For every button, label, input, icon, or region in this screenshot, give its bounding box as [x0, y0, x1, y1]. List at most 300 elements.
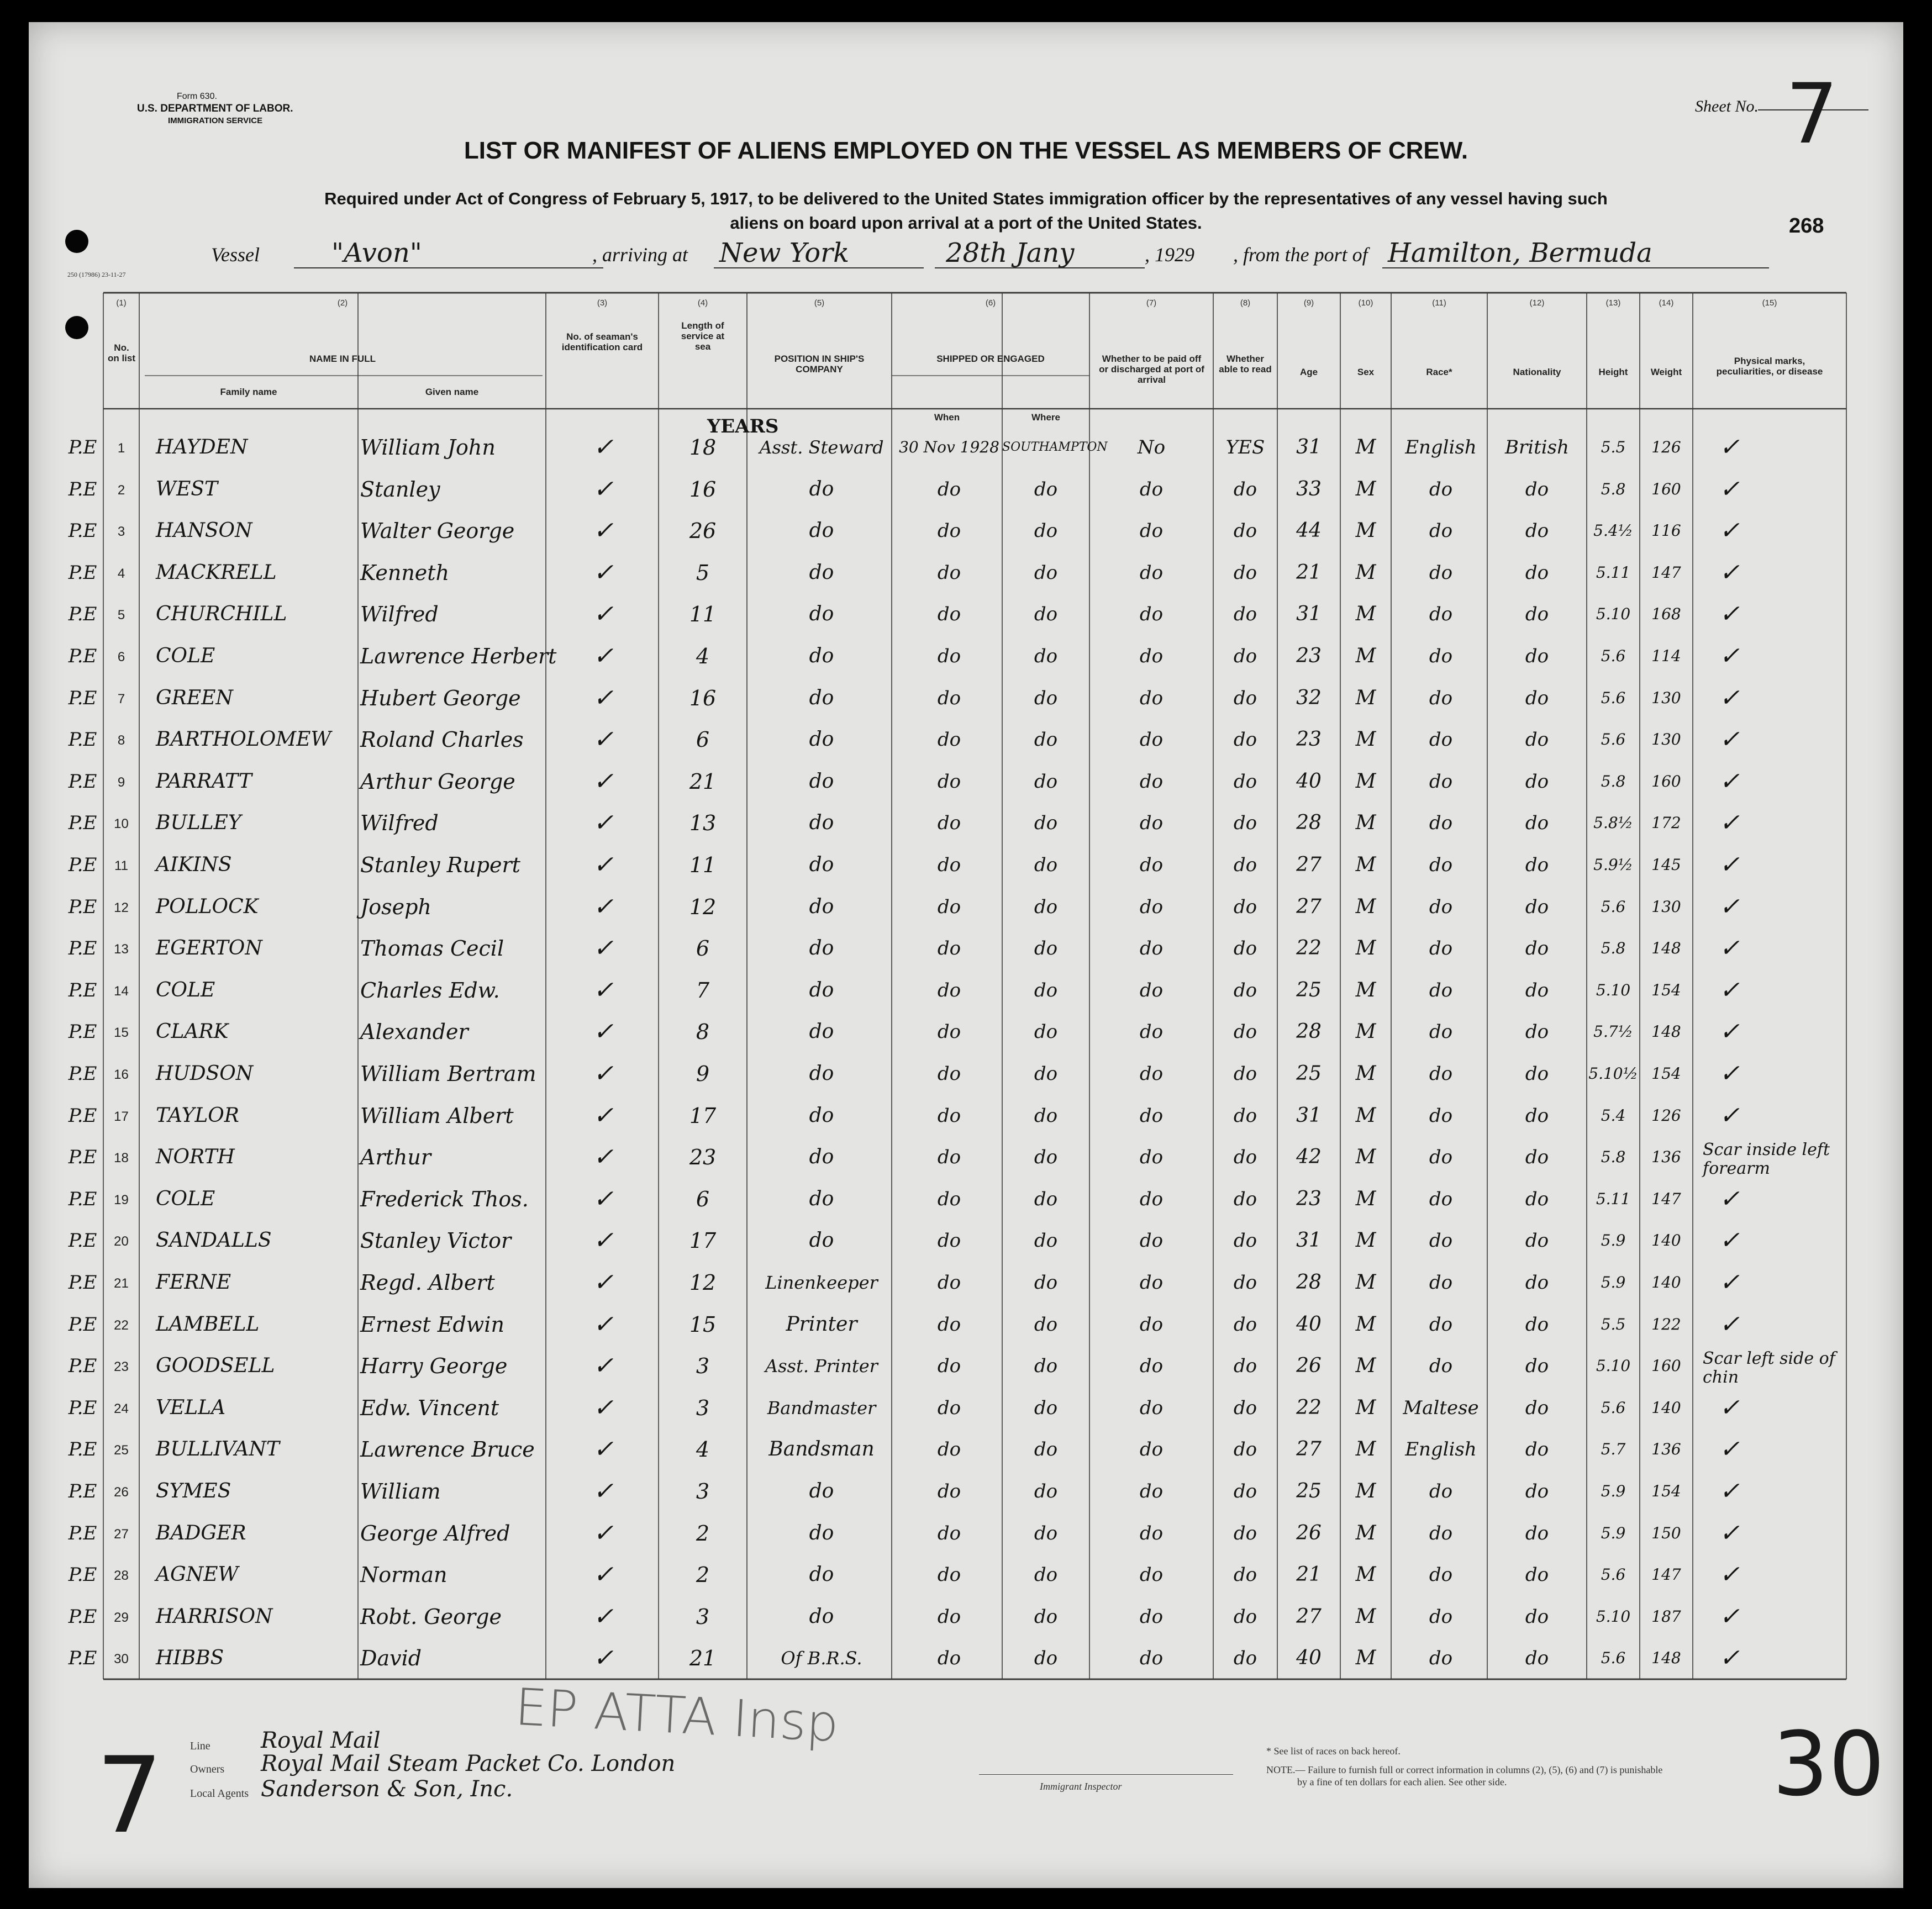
shipped-where: do [1034, 1605, 1058, 1628]
row-mark: P.E [68, 1313, 97, 1336]
given-name: Frederick Thos. [360, 1186, 529, 1211]
paid-off: do [1139, 1605, 1164, 1628]
position: do [809, 895, 834, 918]
weight: 172 [1651, 814, 1681, 832]
sex: M [1355, 811, 1376, 835]
able-to-read: do [1233, 687, 1257, 709]
line-label: Line [190, 1740, 210, 1752]
length-of-service: 9 [696, 1062, 710, 1086]
row-mark: P.E [68, 937, 97, 960]
paid-off: do [1139, 1188, 1164, 1210]
position: do [809, 1062, 834, 1085]
id-card-check: ✓ [593, 683, 614, 712]
age: 31 [1296, 1229, 1322, 1252]
nationality: do [1525, 937, 1549, 960]
id-card-check: ✓ [593, 1602, 614, 1631]
row-number: 13 [114, 942, 129, 957]
height: 5.6 [1601, 1398, 1626, 1417]
given-name: George Alfred [360, 1521, 510, 1546]
shipped-when: do [937, 687, 961, 709]
id-card-check: ✓ [593, 934, 614, 963]
paid-off: do [1139, 1272, 1164, 1294]
family-name: TAYLOR [156, 1104, 239, 1127]
family-name: FERNE [156, 1271, 231, 1294]
shipped-where: do [1034, 1104, 1058, 1127]
length-of-service: 8 [696, 1020, 710, 1045]
physical-marks-check: ✓ [1719, 1017, 1740, 1046]
race: do [1429, 687, 1453, 709]
shipped-where: do [1034, 979, 1058, 1001]
height: 5.11 [1596, 1189, 1631, 1208]
weight: 154 [1651, 1064, 1681, 1083]
paid-off: do [1139, 729, 1164, 751]
id-card-check: ✓ [593, 1184, 614, 1213]
sheet-number: 7 [1786, 66, 1839, 162]
shipped-where: do [1034, 1522, 1058, 1544]
age: 22 [1296, 1396, 1322, 1419]
physical-marks-check: ✓ [1719, 1393, 1740, 1422]
length-of-service: 3 [696, 1354, 710, 1379]
nationality: do [1525, 1396, 1549, 1419]
physical-marks-check: ✓ [1719, 851, 1740, 879]
row-number: 6 [117, 650, 125, 665]
row-number: 2 [117, 482, 125, 498]
races-note: * See list of races on back hereof. [1266, 1745, 1401, 1757]
age: 27 [1296, 853, 1322, 876]
race: do [1429, 561, 1453, 584]
physical-marks-check: ✓ [1719, 1101, 1740, 1130]
given-name: Roland Charles [360, 727, 524, 752]
row-mark: P.E [68, 1605, 97, 1628]
nationality: do [1525, 561, 1549, 584]
nationality: do [1525, 520, 1549, 542]
row-number: 12 [114, 900, 129, 915]
sex: M [1355, 645, 1376, 667]
age: 27 [1296, 1438, 1322, 1461]
shipped-where: SOUTHAMPTON [1002, 440, 1108, 454]
able-to-read: do [1233, 1188, 1257, 1210]
family-name: PARRATT [156, 769, 252, 793]
sex: M [1355, 1438, 1376, 1461]
id-card-check: ✓ [593, 892, 614, 921]
row-mark: P.E [68, 645, 97, 667]
row-mark: P.E [68, 770, 97, 793]
paid-off: do [1139, 520, 1164, 542]
height: 5.6 [1601, 897, 1626, 916]
able-to-read: do [1233, 1605, 1257, 1628]
physical-marks: Scar inside left forearm [1703, 1140, 1830, 1179]
weight: 136 [1651, 1148, 1681, 1167]
nationality: do [1525, 729, 1549, 751]
height: 5.9 [1601, 1482, 1626, 1500]
shipped-when: do [937, 1146, 961, 1169]
paid-off: do [1139, 561, 1164, 584]
length-of-service: 18 [689, 435, 717, 460]
family-name: HIBBS [156, 1647, 224, 1670]
footer-sheet-number: 7 [96, 1734, 163, 1857]
age: 21 [1296, 1563, 1322, 1586]
shipped-when: do [937, 1313, 961, 1336]
age: 25 [1296, 978, 1322, 1001]
physical-marks-check: ✓ [1719, 767, 1740, 795]
nationality: British [1505, 436, 1569, 458]
race: do [1429, 729, 1453, 751]
shipped-where: do [1034, 1021, 1058, 1043]
weight: 145 [1651, 856, 1681, 874]
race: do [1429, 895, 1453, 918]
row-number: 27 [114, 1526, 129, 1542]
race: English [1405, 1438, 1477, 1461]
given-name: Lawrence Bruce [360, 1437, 535, 1462]
row-mark: P.E [68, 436, 97, 458]
nationality: do [1525, 1605, 1549, 1628]
physical-marks-check: ✓ [1719, 1226, 1740, 1255]
family-name-header: Family name [220, 387, 277, 397]
age: 40 [1296, 1647, 1322, 1670]
family-name: CHURCHILL [156, 603, 287, 626]
physical-marks-check: ✓ [1719, 1644, 1740, 1673]
row-number: 23 [114, 1359, 129, 1375]
id-card-check: ✓ [593, 516, 614, 545]
given-name: Harry George [360, 1354, 508, 1379]
row-number: 18 [114, 1151, 129, 1166]
position: do [809, 1020, 834, 1043]
age: 28 [1296, 811, 1322, 835]
length-of-service: 11 [689, 602, 717, 627]
position: do [809, 1146, 834, 1169]
length-of-service: 12 [689, 1270, 717, 1295]
note-line-2: by a fine of ten dollars for each alien. See other side. [1297, 1776, 1507, 1787]
nationality: do [1525, 1564, 1549, 1586]
shipped-when: 30 Nov 1928 [899, 438, 999, 456]
nationality: do [1525, 1480, 1549, 1502]
paid-off: do [1139, 770, 1164, 793]
shipped-where: do [1034, 1272, 1058, 1294]
weight: 147 [1651, 563, 1681, 582]
age: 32 [1296, 686, 1322, 709]
page-title: LIST OR MANIFEST OF ALIENS EMPLOYED ON THE VESSEL AS MEMBERS OF CREW. [464, 137, 1468, 164]
height: 5.6 [1601, 1565, 1626, 1584]
family-name: BULLEY [156, 811, 241, 835]
row-mark: P.E [68, 1063, 97, 1085]
age: 31 [1296, 1104, 1322, 1127]
col-5-label: POSITION IN SHIP'S COMPANY [774, 354, 865, 375]
row-mark: P.E [68, 1647, 97, 1670]
shipped-when: do [937, 979, 961, 1001]
row-number: 30 [114, 1652, 129, 1667]
shipped-where: do [1034, 1480, 1058, 1502]
race: do [1429, 1021, 1453, 1043]
given-name: William Albert [360, 1103, 514, 1128]
shipped-when: do [937, 729, 961, 751]
nationality: do [1525, 1021, 1549, 1043]
line-value: Royal Mail [261, 1728, 381, 1753]
row-number: 7 [117, 691, 125, 706]
weight: 148 [1651, 939, 1681, 958]
length-of-service: 15 [689, 1312, 717, 1337]
row-number: 3 [117, 524, 125, 540]
position: Bandsman [768, 1438, 875, 1461]
position: do [809, 978, 834, 1001]
paid-off: do [1139, 1021, 1164, 1043]
col-3-number: (3) [597, 298, 608, 308]
length-of-service: 13 [689, 811, 717, 836]
given-name: Joseph [360, 894, 431, 919]
shipped-where: do [1034, 770, 1058, 793]
height: 5.7½ [1593, 1022, 1633, 1041]
given-name: William Bertram [360, 1062, 536, 1086]
nationality: do [1525, 645, 1549, 667]
weight: 160 [1651, 479, 1681, 498]
position: Printer [786, 1312, 857, 1336]
col-10-number: (10) [1358, 298, 1373, 308]
given-name: Regd. Albert [360, 1270, 495, 1295]
sex: M [1355, 1647, 1376, 1670]
family-name: COLE [156, 645, 215, 667]
id-card-check: ✓ [593, 433, 614, 461]
age: 33 [1296, 477, 1322, 500]
age: 26 [1296, 1354, 1322, 1378]
height: 5.6 [1601, 1649, 1626, 1668]
family-name: BULLIVANT [156, 1438, 280, 1461]
shipped-when: do [937, 603, 961, 626]
weight: 150 [1651, 1523, 1681, 1542]
position: do [809, 769, 834, 793]
row-mark: P.E [68, 520, 97, 542]
physical-marks-check: ✓ [1719, 934, 1740, 963]
able-to-read: do [1233, 1146, 1257, 1169]
shipped-where: do [1034, 520, 1058, 542]
col-15-label: Physical marks, peculiarities, or disease [1716, 356, 1823, 377]
col-12-number: (12) [1529, 298, 1545, 308]
nationality: do [1525, 1438, 1549, 1461]
weight: 187 [1651, 1607, 1681, 1626]
row-number: 19 [114, 1192, 129, 1207]
height: 5.6 [1601, 688, 1626, 707]
age: 27 [1296, 1605, 1322, 1628]
physical-marks-check: ✓ [1719, 1435, 1740, 1464]
shipped-when: do [937, 812, 961, 835]
col-14-number: (14) [1659, 298, 1674, 308]
shipped-when: do [937, 1104, 961, 1127]
family-name: SYMES [156, 1480, 231, 1502]
id-card-check: ✓ [593, 1101, 614, 1130]
weight: 147 [1651, 1189, 1681, 1208]
able-to-read: do [1233, 561, 1257, 584]
given-name: Stanley Victor [360, 1228, 512, 1253]
nationality: do [1525, 854, 1549, 876]
height: 5.10 [1596, 605, 1631, 624]
given-name: Wilfred [360, 811, 439, 836]
weight: 130 [1651, 897, 1681, 916]
row-mark: P.E [68, 1188, 97, 1210]
sex: M [1355, 1354, 1376, 1378]
col-2-number: (2) [337, 298, 348, 308]
able-to-read: do [1233, 603, 1257, 626]
id-card-check: ✓ [593, 1518, 614, 1547]
able-to-read: do [1233, 770, 1257, 793]
row-number: 17 [114, 1109, 129, 1124]
position: Linenkeeper [765, 1272, 878, 1293]
age: 26 [1296, 1521, 1322, 1544]
race: do [1429, 1230, 1453, 1252]
race: do [1429, 1355, 1453, 1378]
paid-off: do [1139, 687, 1164, 709]
length-of-service: 12 [689, 894, 717, 919]
weight: 114 [1651, 647, 1681, 665]
race: do [1429, 1564, 1453, 1586]
sex: M [1355, 1312, 1376, 1336]
height: 5.8 [1601, 939, 1626, 958]
paid-off: do [1139, 1355, 1164, 1378]
col-14-label: Weight [1650, 367, 1682, 377]
weight: 136 [1651, 1440, 1681, 1459]
length-of-service: 6 [696, 1186, 710, 1211]
weight: 168 [1651, 605, 1681, 624]
height: 5.10 [1596, 980, 1631, 999]
paid-off: do [1139, 1063, 1164, 1085]
position: do [809, 1605, 834, 1628]
inspector-stamp: EP ATTA Insp [513, 1677, 840, 1754]
length-of-service: 21 [689, 1646, 717, 1671]
physical-marks-check: ✓ [1719, 683, 1740, 712]
able-to-read: do [1233, 1230, 1257, 1252]
length-of-service: 16 [689, 685, 717, 710]
row-mark: P.E [68, 687, 97, 709]
physical-marks-check: ✓ [1719, 558, 1740, 587]
sex: M [1355, 1480, 1376, 1502]
family-name: GREEN [156, 686, 233, 709]
family-name: COLE [156, 978, 215, 1001]
shipped-where: do [1034, 645, 1058, 667]
weight: 122 [1651, 1315, 1681, 1333]
row-number: 10 [114, 816, 129, 832]
sex: M [1355, 477, 1376, 500]
height: 5.10 [1596, 1607, 1631, 1626]
able-to-read: do [1233, 937, 1257, 960]
col-15-number: (15) [1762, 298, 1777, 308]
col-11-label: Race* [1426, 367, 1452, 377]
page-number: 268 [1789, 214, 1824, 238]
given-name: William [360, 1479, 441, 1504]
length-of-service: 4 [696, 644, 710, 668]
race: do [1429, 1522, 1453, 1544]
height: 5.9½ [1593, 856, 1633, 874]
family-name: SANDALLS [156, 1229, 272, 1252]
nationality: do [1525, 812, 1549, 835]
sex: M [1355, 1229, 1376, 1252]
weight: 140 [1651, 1273, 1681, 1291]
paid-off: do [1139, 1438, 1164, 1461]
able-to-read: do [1233, 1647, 1257, 1670]
position: do [809, 645, 834, 667]
sex: M [1355, 1605, 1376, 1628]
height: 5.8 [1601, 772, 1626, 790]
id-card-check: ✓ [593, 1644, 614, 1673]
shipped-where: do [1034, 1188, 1058, 1210]
physical-marks-check: ✓ [1719, 1602, 1740, 1631]
sex: M [1355, 1521, 1376, 1544]
age: 40 [1296, 1312, 1322, 1336]
shipped-when: do [937, 520, 961, 542]
paid-off: do [1139, 1522, 1164, 1544]
id-card-check: ✓ [593, 1435, 614, 1464]
arriving-port: New York [719, 238, 850, 268]
race: do [1429, 1188, 1453, 1210]
print-code: 250 (17986) 23-11-27 [67, 271, 126, 278]
row-mark: P.E [68, 603, 97, 626]
col-8-number: (8) [1240, 298, 1251, 308]
physical-marks-check: ✓ [1719, 809, 1740, 837]
age: 23 [1296, 645, 1322, 667]
agents-value: Sanderson & Son, Inc. [261, 1776, 513, 1802]
able-to-read: do [1233, 1272, 1257, 1294]
nationality: do [1525, 1272, 1549, 1294]
weight: 130 [1651, 730, 1681, 749]
age: 21 [1296, 561, 1322, 584]
shipped-when: do [937, 1396, 961, 1419]
col-7-label: Whether to be paid off or discharged at port of arrival [1099, 354, 1204, 385]
year: , 1929 [1145, 244, 1194, 266]
row-mark: P.E [68, 1522, 97, 1544]
shipped-where: do [1034, 1564, 1058, 1586]
row-mark: P.E [68, 895, 97, 918]
row-number: 5 [117, 608, 125, 623]
id-card-check: ✓ [593, 975, 614, 1004]
race: do [1429, 1480, 1453, 1502]
paid-off: do [1139, 603, 1164, 626]
sex: M [1355, 1396, 1376, 1419]
paid-off: do [1139, 1104, 1164, 1127]
shipped-when: do [937, 1021, 961, 1043]
shipped-where: do [1034, 812, 1058, 835]
able-to-read: do [1233, 1438, 1257, 1461]
race: do [1429, 979, 1453, 1001]
family-name: CLARK [156, 1020, 229, 1043]
row-mark: P.E [68, 1230, 97, 1252]
department: U.S. DEPARTMENT OF LABOR. [137, 103, 293, 114]
physical-marks-check: ✓ [1719, 433, 1740, 461]
length-of-service: 6 [696, 936, 710, 961]
col-8-label: Whether able to read [1219, 354, 1272, 375]
race: do [1429, 1313, 1453, 1336]
physical-marks-check: ✓ [1719, 1059, 1740, 1088]
sex: M [1355, 853, 1376, 876]
row-number: 4 [117, 566, 125, 581]
given-name: Hubert George [360, 685, 521, 710]
shipped-where: do [1034, 561, 1058, 584]
physical-marks: Scar left side of chin [1703, 1349, 1835, 1388]
paid-off: do [1139, 937, 1164, 960]
paid-off: do [1139, 1146, 1164, 1169]
family-name: NORTH [156, 1146, 235, 1169]
owners-label: Owners [190, 1763, 225, 1775]
position: do [809, 1521, 834, 1544]
given-name: David [360, 1646, 422, 1671]
shipped-when-header: When [934, 412, 960, 423]
race: do [1429, 812, 1453, 835]
shipped-when: do [937, 1647, 961, 1670]
row-mark: P.E [68, 1480, 97, 1502]
age: 22 [1296, 937, 1322, 960]
nationality: do [1525, 1647, 1549, 1670]
physical-marks-check: ✓ [1719, 725, 1740, 754]
able-to-read: do [1233, 1021, 1257, 1043]
length-of-service: 3 [696, 1604, 710, 1629]
row-number: 20 [114, 1234, 129, 1249]
row-number: 25 [114, 1443, 129, 1458]
weight: 140 [1651, 1231, 1681, 1250]
